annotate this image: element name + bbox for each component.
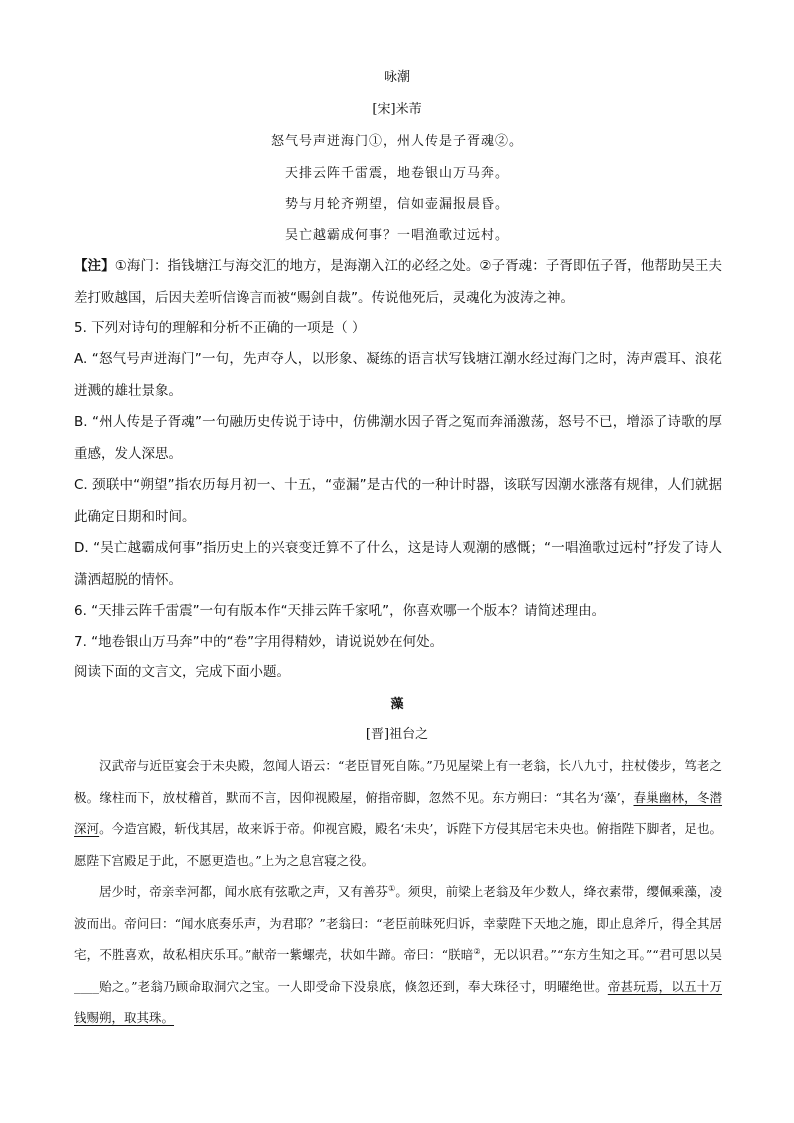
option-d: D. “吴亡越霸成何事”指历史上的兴衰变迁算不了什么，这是诗人观潮的感慨；“一唱渔歌过远村”抒发了诗人潇洒超脱的情怀。: [74, 540, 722, 588]
prose-paragraph-2: [74, 876, 722, 1034]
prose-text: 居少时，帝亲幸河都，闻水底有弦歌之声，又有善芬: [99, 884, 389, 899]
prose-author: [晋]祖台之: [365, 727, 429, 742]
prose-text: 贻之。”老翁乃顾命取洞穴之宝。一人即受命下没泉底，倏忽还到，奉大珠径寸，明曜绝世。: [99, 978, 608, 994]
poem-line: 天排云阵千雷震，地卷银山万马奔。: [284, 166, 509, 181]
note-text: ①海门：指钱塘江与海交汇的地方，是海潮入江的必经之处。②子胥魂：子胥即伍子胥，他帮助吴王夫差打败越国，后因夫差听信谗言而被“赐剑自裁”。传说他死后，灵魂化为波涛之神。: [74, 258, 722, 306]
poem-author: [宋]米芾: [372, 102, 422, 117]
prose-text: ，无以识君。”“东方生知之耳。”“君可思以吴: [480, 947, 723, 962]
option-b: B. “州人传是子胥魂”一句融历史传说于诗中，仿佛潮水因子胥之冤而奔涌激荡，怒号不已，增添了诗歌的厚重感，发人深思。: [74, 414, 722, 462]
footnote-marker: ①: [388, 883, 396, 893]
poem-note: [74, 251, 722, 314]
fill-blank: ____: [74, 978, 99, 994]
poem-line: 怒气号声迸海门①，州人传是子胥魂②。: [270, 134, 523, 149]
question-5: 5. 下列对诗句的理解和分析不正确的一项是（ ）: [74, 320, 366, 336]
poem-line: 势与月轮齐朔望，信如壶漏报晨昏。: [284, 197, 509, 212]
option-a: A. “怒气号声迸海门”一句，先声夺人，以形象、凝练的语言状写钱塘江潮水经过海门之时，涛声震耳、浪花迸溅的雄壮景象。: [74, 351, 722, 399]
prose-text: 。须臾，前梁上老翁及年少数人，绛衣素带，缨佩乘藻，凌波而出。帝问曰：“闻水底奏乐声，为君耶？”老翁曰：“老臣前昧死归诉，幸蒙陛下天地之施，即止息斧斤，得全其居宅，不胜喜欢，故私相庆乐耳。”献帝一紫螺壳，状如牛蹄。帝曰：“朕暗: [74, 884, 722, 962]
poem-title: 咏潮: [383, 70, 410, 85]
question-7: 7. “地卷银山万马奔”中的“卷”字用得精妙，请说说妙在何处。: [74, 634, 444, 650]
footnote-marker: ②: [473, 946, 481, 956]
underlined-sentence: 春巢幽林，冬潜深河: [74, 789, 722, 836]
prose-paragraph-1: [74, 750, 722, 876]
reading-instruction: 阅读下面的文言文，完成下面小题。: [74, 664, 290, 680]
prose-text: 。今造宫殿，斩伐其居，故来诉于帝。仰视宫殿，殿名‘未央’，诉陛下方侵其居宅未央也。俯指陛下脚者，足也。愿陛下宫殿足于此，不愿更造也。”上为之息宫寝之役。: [74, 821, 722, 868]
option-c: C. 颈联中“朔望”指农历每月初一、十五，“壶漏”是古代的一种计时器，该联写因潮水涨落有规律，人们就据此确定日期和时间。: [74, 477, 722, 525]
note-label: 【注】: [74, 258, 115, 274]
question-6: 6. “天排云阵千雷震”一句有版本作“天排云阵千家吼”，你喜欢哪一个版本？请简述理由。: [74, 603, 606, 619]
underlined-sentence: 帝甚玩焉，以五十万钱赐朔，取其珠。: [74, 978, 722, 1025]
poem-line: 吴亡越霸成何事？一唱渔歌过远村。: [284, 228, 509, 243]
prose-text: 汉武帝与近臣宴会于未央殿，忽闻人语云：“老臣冒死自陈。”乃见屋梁上有一老翁，长八九寸，拄杖偻步，笃老之极。缘柱而下，放杖稽首，默而不言，因仰视殿屋，俯指帝脚，忽然不见。东方朔曰：“其名为‘藻’，: [74, 758, 722, 805]
prose-title: 藻: [390, 697, 404, 712]
